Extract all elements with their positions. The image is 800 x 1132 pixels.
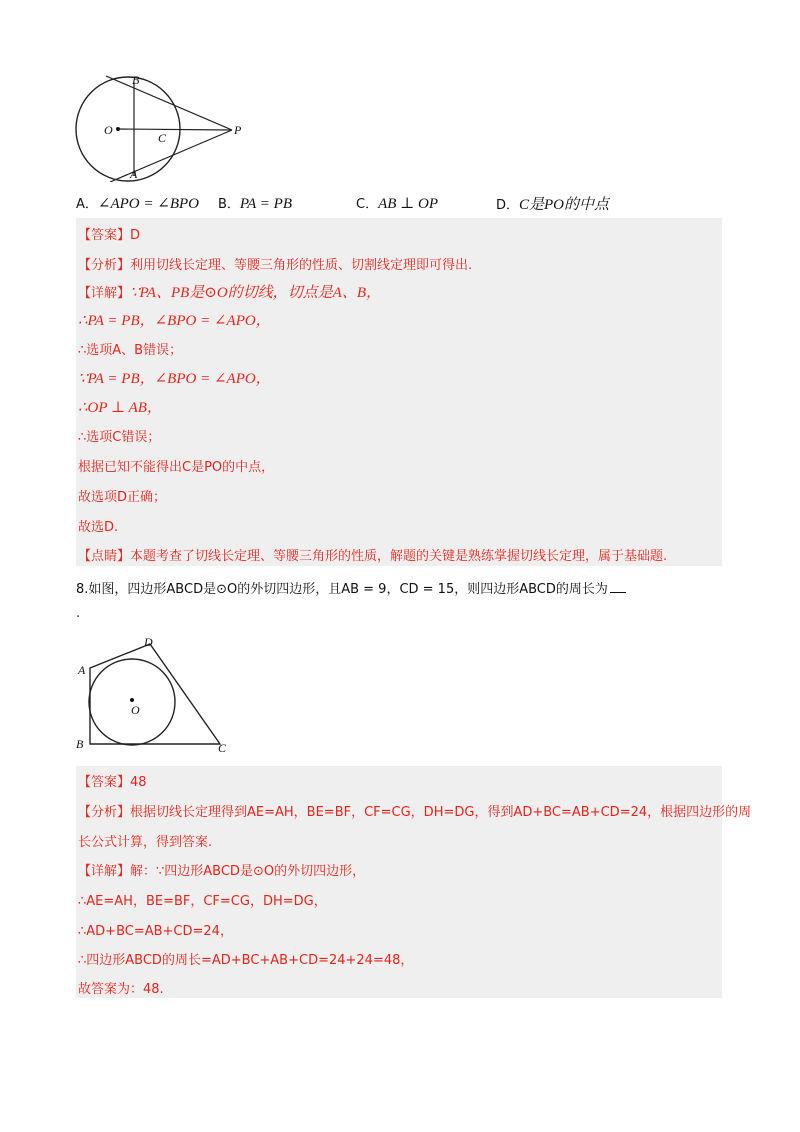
- option-c: [356, 193, 438, 213]
- q7-analysis: 【分析】利用切线长定理、等腰三角形的性质、切割线定理即可得出.: [78, 258, 473, 273]
- q7-detail-line-8: 故选项D正确；: [78, 490, 167, 505]
- tangent-pb: [106, 76, 232, 130]
- q8-analysis-line-1: 【分析】根据切线长定理得到AE=AH，BE=BF，CF=CG，DH=DG，得到AD+BC=AB+CD=24，根据四边形的周: [78, 805, 752, 820]
- q7-detail-line-1: [78, 281, 381, 302]
- option-a-letter: A．: [76, 197, 98, 212]
- label-a: A: [130, 167, 138, 181]
- center-dot: [130, 698, 134, 702]
- q7-comment: 【点睛】本题考查了切线长定理、等腰三角形的性质，解题的关键是熟练掌握切线长定理，属于基础题.: [78, 549, 668, 564]
- label-c: C: [158, 131, 167, 145]
- label-b: B: [132, 73, 140, 87]
- q7-detail-line-6: ∴选项C错误；: [78, 430, 161, 445]
- figure-tangential-quadrilateral: [72, 634, 242, 756]
- option-b-letter: B．: [218, 197, 240, 212]
- option-b-content: PA = PB: [239, 196, 292, 212]
- q8-detail-line-5: 故答案为：48.: [78, 982, 164, 997]
- label-d: D: [144, 635, 153, 649]
- question-8: [76, 578, 626, 597]
- q8-detail-line-3: ∴AD+BC=AB+CD=24，: [78, 924, 233, 939]
- q8-analysis-line-2: 长公式计算，得到答案.: [78, 835, 213, 850]
- question-8-text: 8.如图，四边形ABCD是⊙O的外切四边形，且AB = 9，CD = 15，则四边形ABCD的周长为: [76, 582, 608, 597]
- option-a-content: ∠APO = ∠BPO: [97, 196, 199, 212]
- q8-solution-box: [76, 766, 752, 998]
- segment-op: [118, 129, 232, 130]
- option-d-letter: D．: [496, 198, 520, 213]
- label-b: B: [76, 737, 84, 751]
- tangent-pa: [110, 130, 232, 182]
- label-c: C: [218, 741, 227, 755]
- option-b: [218, 193, 292, 213]
- option-d-content: C是PO的中点: [519, 197, 610, 213]
- q7-detail-line-7: 根据已知不能得出C是PO的中点，: [78, 460, 275, 475]
- option-c-content: AB ⊥ OP: [378, 196, 439, 212]
- option-a: [76, 193, 199, 213]
- label-o: O: [131, 703, 140, 717]
- q8-detail-line-4: ∴四边形ABCD的周长=AD+BC+AB+CD=24+24=48，: [78, 953, 414, 968]
- q8-answer: 【答案】48: [78, 775, 147, 790]
- q7-solution-box: [76, 218, 722, 566]
- q7-detail-tag: 【详解】: [78, 286, 131, 301]
- q7-detail-line-5: ∴OP ⊥ AB，: [78, 400, 162, 416]
- q7-detail-line-3: ∴选项A、B错误；: [78, 343, 183, 358]
- q7-answer: 【答案】D: [78, 228, 141, 243]
- q8-detail-line-1: 【详解】解：∵四边形ABCD是⊙O的外切四边形，: [78, 864, 366, 879]
- label-a: A: [78, 663, 86, 677]
- answer-blank: [610, 580, 626, 593]
- q7-detail-line-4: ∵PA = PB，∠BPO = ∠APO，: [78, 371, 271, 387]
- option-d: [496, 193, 609, 214]
- label-p: P: [234, 123, 242, 137]
- q7-detail-text-1: ∵PA、PB是⊙O的切线，切点是A、B，: [130, 285, 382, 301]
- option-c-letter: C．: [356, 197, 379, 212]
- question-8-tail: .: [76, 606, 81, 621]
- q7-detail-line-9: 故选D.: [78, 520, 119, 535]
- q7-detail-line-2: ∴PA = PB，∠BPO = ∠APO，: [78, 313, 271, 329]
- label-o: O: [104, 123, 113, 137]
- figure-circle-tangents: [70, 72, 250, 182]
- center-dot: [116, 127, 120, 131]
- quadrilateral-abcd: [90, 644, 220, 744]
- q8-detail-line-2: ∴AE=AH，BE=BF，CF=CG，DH=DG，: [78, 894, 327, 909]
